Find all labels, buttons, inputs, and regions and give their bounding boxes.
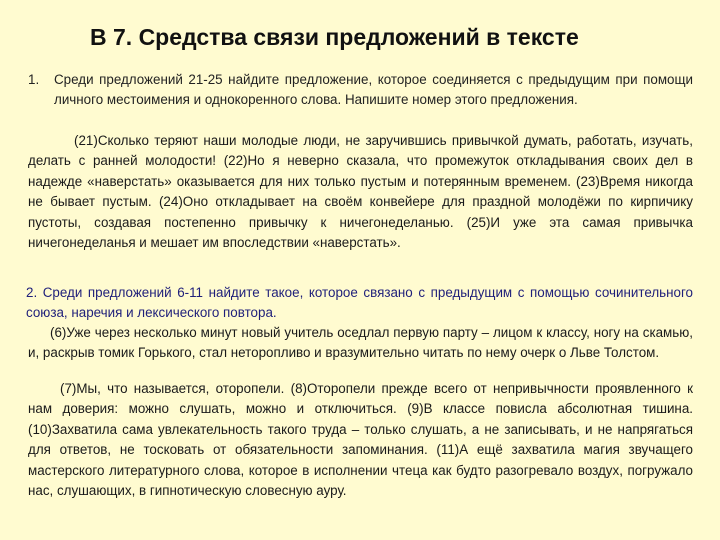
task-1-text: Среди предложений 21-25 найдите предложение, которое соединяется с предыдущим при помощи личного местоимения и однокоренного слова. Напишите номер этого предложения.	[54, 72, 693, 108]
passage-sentences-7-11: (7)Мы, что называется, оторопели. (8)Оторопели прежде всего от непривычности проявленного к нам доверия: можно слушать, можно и отключиться. (9)В классе повисла абсолютная тишина. (10)Захватила сама увлекательность такого труда – только слушать, а не записывать, и не напрягаться для ответов, не тосковать от обязательности запоминания. (11)А ещё захватила магия звучащего мастерского литературного слова, которое в исполнении чтеца как будто разогревало воздух, погружало нас, слушающих, в гипнотическую словесную ауру.	[28, 381, 693, 499]
task-1-number: 1.	[28, 72, 40, 87]
task-2-text: 2. Среди предложений 6-11 найдите такое, которое связано с предыдущим с помощью сочинительного союза, наречия и лексического повтора.	[26, 285, 693, 321]
slide-title: В 7. Средства связи предложений в тексте	[90, 24, 579, 50]
passage-sentence-6: (6)Уже через несколько минут новый учитель оседлал первую парту – лицом к классу, ногу на скамью, и, раскрыв томик Горького, стал неторопливо и вразумительно читать по нему очерк о Льве Толстом.	[28, 325, 693, 361]
passage-sentences-21-25: (21)Сколько теряют наши молодые люди, не заручившись привычкой думать, работать, изучать, делать с ранней молодости! (22)Но я неверно сказала, что промежуток откладывания своих дел в надежде «наверстать» оказывается для них только пустым и потерянным временем. (23)Время никогда не бывает пустым. (24)Оно откладывает на своём конвейере для праздной молодёжи по кирпичику пустоты, создавая постепенно привычку к ничегонеделанью. (25)И уже эта самая привычка ничегонеделанья и мешает им впоследствии «наверстать».	[28, 133, 693, 251]
task-1	[28, 70, 693, 111]
task-2	[26, 283, 693, 324]
